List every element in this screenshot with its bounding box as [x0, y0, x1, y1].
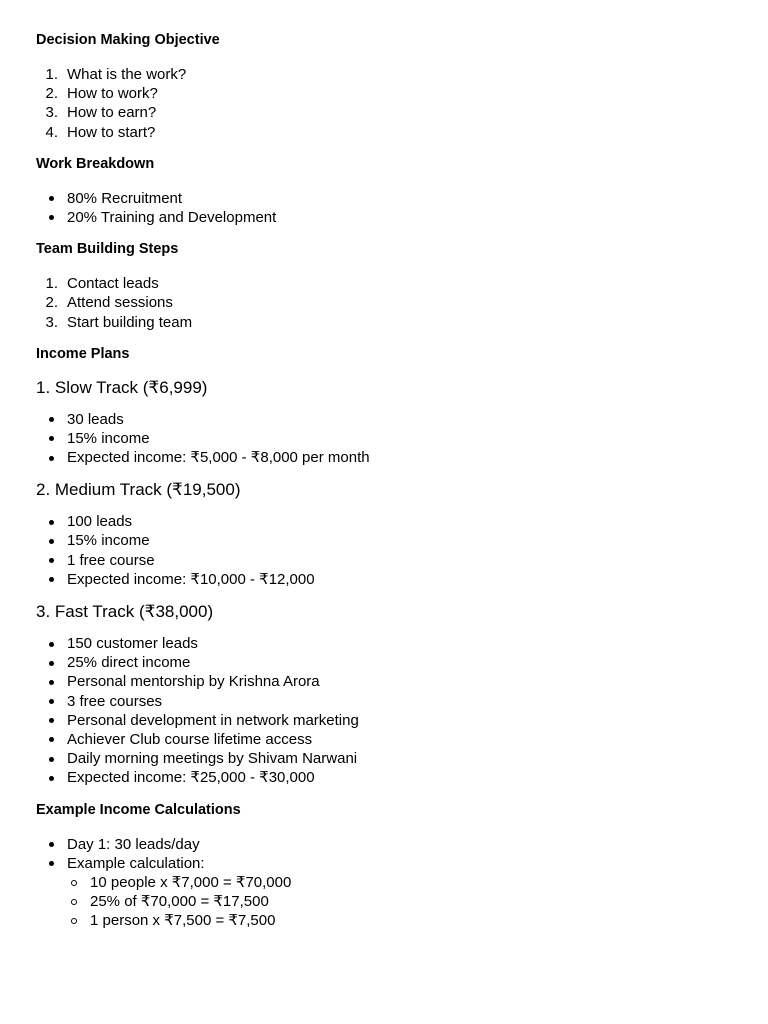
- bullet-icon: [49, 456, 54, 461]
- list-item-text: Attend sessions: [67, 294, 173, 312]
- bullet-icon: [49, 861, 54, 866]
- example-calculation-list: [36, 835, 732, 931]
- bullet-icon: [49, 417, 54, 422]
- list-item-text: How to work?: [67, 85, 158, 103]
- heading-team-building-steps: Team Building Steps: [36, 241, 179, 258]
- list-item-text: Expected income: ₹10,000 - ₹12,000: [67, 570, 315, 588]
- list-item: [36, 313, 732, 332]
- list-item-text: 30 leads: [67, 410, 124, 428]
- slow-track-list: [36, 410, 732, 468]
- bullet-icon: [49, 215, 54, 220]
- heading-fast-track: 3. Fast Track (₹38,000): [36, 602, 214, 621]
- list-number: 3.: [45, 313, 58, 331]
- list-item-text: Daily morning meetings by Shivam Narwani: [67, 750, 358, 768]
- list-item-text: How to earn?: [67, 104, 157, 122]
- list-item-text: 15% income: [67, 429, 150, 447]
- list-item-text: Personal development in network marketing: [67, 711, 359, 729]
- list-item: [36, 768, 732, 787]
- bullet-icon: [49, 661, 54, 666]
- heading-slow-track: 1. Slow Track (₹6,999): [36, 377, 208, 397]
- list-item: [36, 123, 732, 142]
- list-item-text: What is the work?: [67, 66, 187, 83]
- fast-track-list: [36, 634, 732, 788]
- bullet-icon: [49, 699, 54, 704]
- list-item: [36, 84, 732, 103]
- bullet-icon: [49, 642, 54, 647]
- list-item: [36, 692, 732, 711]
- team-building-list: [36, 274, 732, 332]
- bullet-icon: [49, 718, 54, 723]
- list-item: [36, 634, 732, 653]
- heading-income-plans: Income Plans: [36, 345, 130, 362]
- hollow-bullet-icon: [71, 918, 77, 924]
- list-item: [36, 551, 732, 570]
- list-item-text: 25% direct income: [67, 654, 191, 672]
- list-item: [36, 749, 732, 768]
- sub-list-item: [36, 892, 732, 911]
- list-item-text: 25% of ₹70,000 = ₹17,500: [90, 893, 269, 911]
- hollow-bullet-icon: [71, 880, 77, 886]
- list-item: [36, 730, 732, 749]
- list-item: [36, 189, 732, 208]
- hollow-bullet-icon: [71, 899, 77, 905]
- list-item-text: 20% Training and Development: [67, 208, 277, 226]
- list-item: [36, 208, 732, 227]
- list-item-text: 100 leads: [67, 513, 133, 531]
- list-item-text: 80% Recruitment: [67, 189, 183, 207]
- bullet-icon: [49, 539, 54, 544]
- bullet-icon: [49, 776, 54, 781]
- list-item: [36, 293, 732, 312]
- bullet-icon: [49, 558, 54, 563]
- bullet-icon: [49, 436, 54, 441]
- list-item-text: 3 free courses: [67, 692, 163, 710]
- list-item: [36, 274, 732, 293]
- list-item-text: 10 people x ₹7,000 = ₹70,000: [90, 873, 292, 891]
- list-item-text: Start building team: [67, 313, 193, 331]
- bullet-icon: [49, 680, 54, 685]
- bullet-icon: [49, 757, 54, 762]
- list-number: 2.: [45, 294, 58, 312]
- sub-list-item: [36, 911, 732, 930]
- heading-medium-track: 2. Medium Track (₹19,500): [36, 480, 241, 500]
- list-item-text: How to start?: [67, 123, 156, 141]
- list-item-text: Achiever Club course lifetime access: [67, 730, 313, 748]
- list-item: [36, 531, 732, 550]
- work-breakdown-list: [36, 189, 732, 227]
- bullet-icon: [49, 196, 54, 201]
- list-item-text: 1 person x ₹7,500 = ₹7,500: [90, 912, 276, 930]
- list-item: [36, 835, 732, 854]
- list-item-text: Expected income: ₹25,000 - ₹30,000: [67, 769, 315, 787]
- list-item-text: Contact leads: [67, 275, 159, 293]
- list-item-text: 150 customer leads: [67, 635, 198, 652]
- list-number: 1.: [45, 275, 58, 293]
- list-item: [36, 410, 732, 429]
- bullet-icon: [49, 737, 54, 742]
- decision-objective-list: [36, 65, 732, 142]
- list-item: [36, 854, 732, 873]
- sub-list-item: [36, 873, 732, 892]
- heading-work-breakdown: Work Breakdown: [36, 155, 155, 172]
- list-item: [36, 448, 732, 467]
- list-number: 1.: [45, 66, 58, 83]
- list-item: [36, 570, 732, 589]
- list-item-text: Personal mentorship by Krishna Arora: [67, 673, 320, 691]
- list-item-text: 15% income: [67, 532, 150, 550]
- list-item: [36, 512, 732, 531]
- bullet-icon: [49, 520, 54, 525]
- list-item-text: Example calculation:: [67, 854, 205, 872]
- bullet-icon: [49, 577, 54, 582]
- list-item: [36, 653, 732, 672]
- list-number: 2.: [45, 85, 58, 103]
- bullet-icon: [49, 842, 54, 847]
- list-item-text: Expected income: ₹5,000 - ₹8,000 per month: [67, 449, 370, 467]
- list-item: [36, 672, 732, 691]
- list-item: [36, 65, 732, 84]
- list-number: 4.: [45, 123, 58, 141]
- list-item: [36, 103, 732, 122]
- medium-track-list: [36, 512, 732, 589]
- heading-decision-making-objective: Decision Making Objective: [36, 32, 220, 48]
- list-item: [36, 711, 732, 730]
- heading-example-income-calculations: Example Income Calculations: [36, 801, 241, 818]
- list-number: 3.: [45, 104, 58, 122]
- list-item-text: Day 1: 30 leads/day: [67, 835, 200, 853]
- list-item: [36, 429, 732, 448]
- list-item-text: 1 free course: [67, 551, 155, 569]
